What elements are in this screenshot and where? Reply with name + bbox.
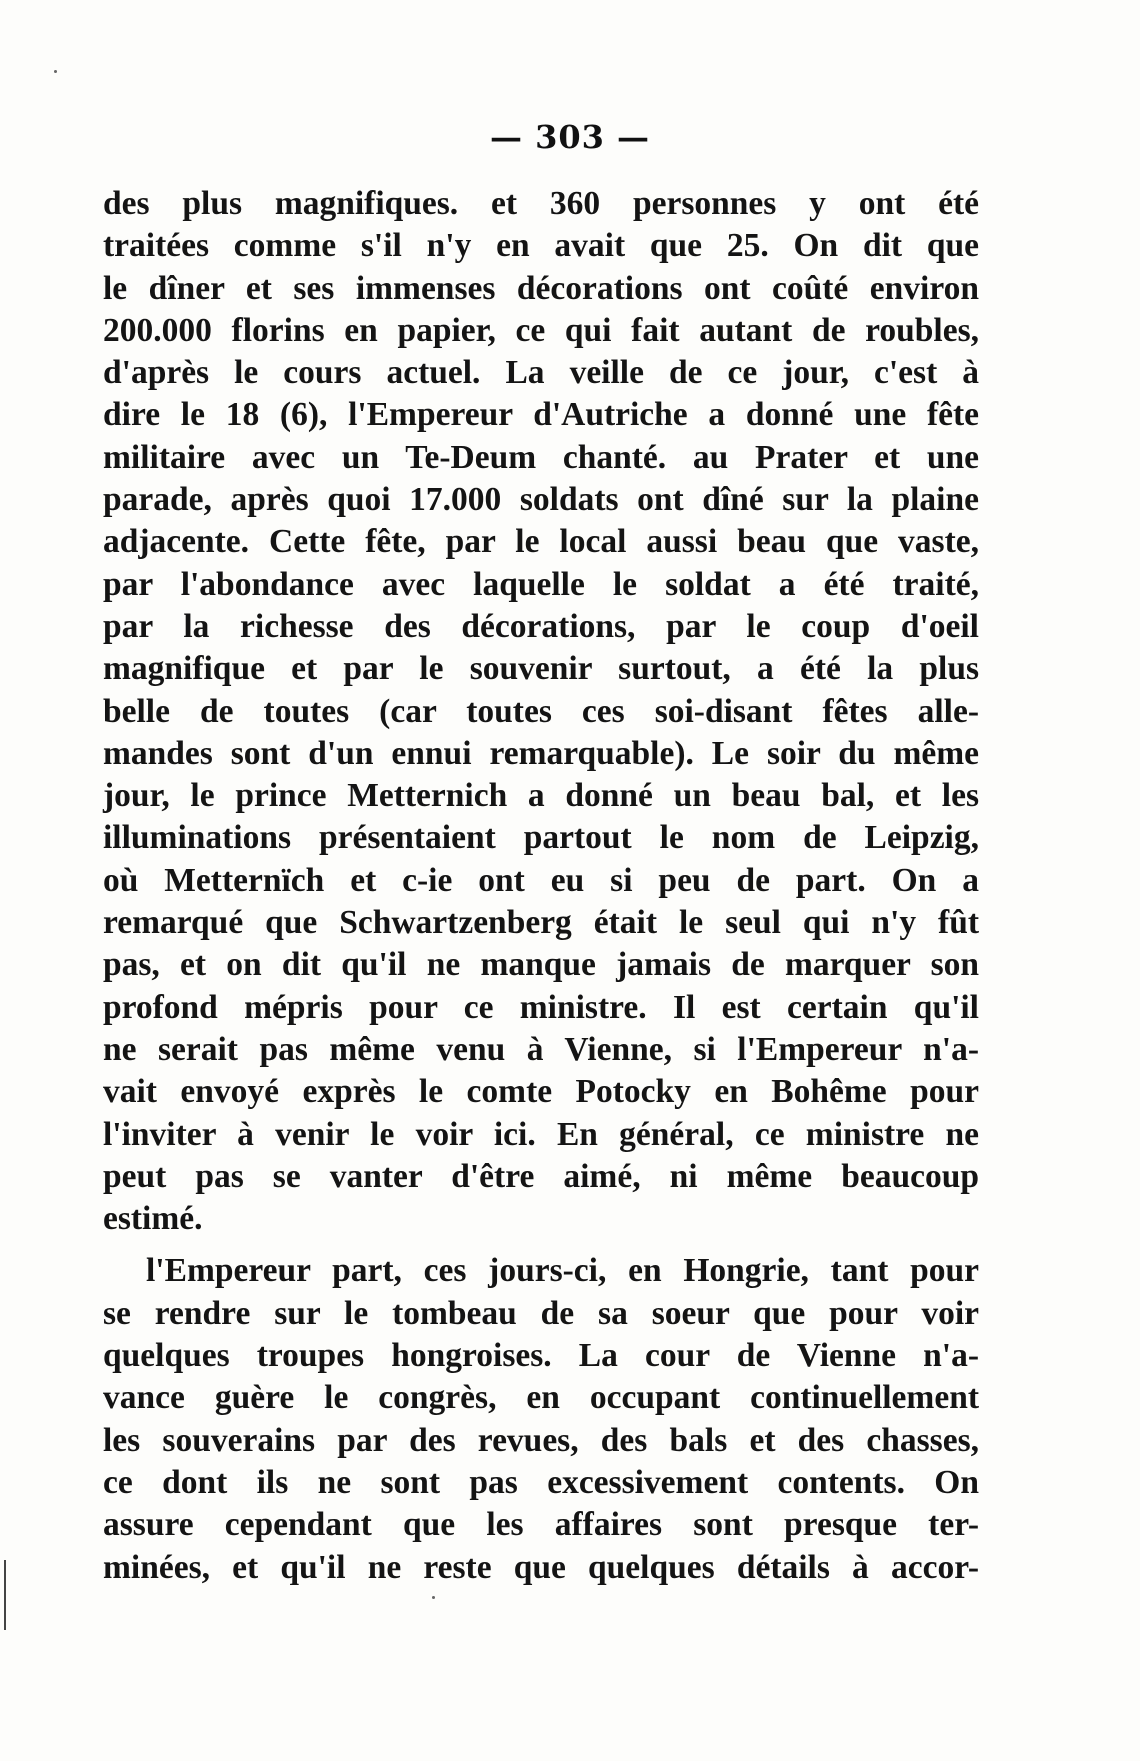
text-line: profond mépris pour ce ministre. Il est certain qu'il [103, 988, 979, 1026]
paragraph-2 [103, 1250, 979, 1588]
text-line: se rendre sur le tombeau de sa soeur que pour voir [103, 1294, 979, 1332]
text-line: jour, le prince Metternich a donné un beau bal, et les [103, 777, 979, 815]
text-line: quelques troupes hongroises. La cour de Vienne n'a- [103, 1337, 979, 1375]
text-line: l'Empereur part, ces jours-ci, en Hongrie, tant pour [146, 1252, 979, 1290]
text-line: où Metternïch et c-ie ont eu si peu de part. On a [103, 861, 979, 899]
text-line: d'après le cours actuel. La veille de ce jour, c'est à [103, 354, 979, 392]
text-line: traitées comme s'il n'y en avait que 25. On dit que [103, 227, 979, 265]
text-line: vait envoyé exprès le comte Potocky en Bohême pour [103, 1073, 979, 1111]
text-line: l'inviter à venir le voir ici. En général, ce ministre ne [103, 1115, 979, 1153]
text-line: dire le 18 (6), l'Empereur d'Autriche a donné une fête [103, 396, 979, 434]
text-line: les souverains par des revues, des bals et des chasses, [103, 1421, 979, 1459]
text-line: adjacente. Cette fête, par le local aussi beau que vaste, [103, 523, 979, 561]
text-line: par l'abondance avec laquelle le soldat a été traité, [103, 565, 979, 603]
text-line: magnifique et par le souvenir surtout, a été la plus [103, 650, 979, 688]
text-line: ce dont ils ne sont pas excessivement contents. On [103, 1463, 979, 1501]
text-line: pas, et on dit qu'il ne manque jamais de marquer son [103, 946, 979, 984]
text-line: vance guère le congrès, en occupant continuellement [103, 1379, 979, 1417]
text-line: ne serait pas même venu à Vienne, si l'Empereur n'a- [103, 1030, 979, 1068]
text-line: parade, après quoi 17.000 soldats ont dîné sur la plaine [103, 481, 979, 519]
scan-speck [54, 70, 57, 73]
text-line: illuminations présentaient partout le nom de Leipzig, [103, 819, 979, 857]
text-line: estimé. [103, 1200, 203, 1238]
text-line: peut pas se vanter d'être aimé, ni même beaucoup [103, 1157, 979, 1195]
text-line: assure cependant que les affaires sont presque ter- [103, 1506, 979, 1544]
text-line: 200.000 florins en papier, ce qui fait autant de roubles, [103, 311, 979, 349]
text-line: des plus magnifiques. et 360 personnes y ont été [103, 185, 979, 222]
text-line: par la richesse des décorations, par le coup d'oeil [103, 607, 979, 645]
scan-edge-mark [4, 1560, 6, 1630]
body-text [103, 183, 979, 1589]
text-line: minées, et qu'il ne reste que quelques détails à accor- [103, 1548, 979, 1586]
text-line: mandes sont d'un ennui remarquable). Le soir du même [103, 734, 979, 772]
text-line: militaire avec un Te-Deum chanté. au Prater et une [103, 438, 979, 476]
paragraph-1 [103, 183, 979, 1240]
text-line: remarqué que Schwartzenberg était le seul qui n'y fût [103, 904, 979, 942]
text-line: le dîner et ses immenses décorations ont coûté environ [103, 269, 979, 307]
scan-speck [432, 1596, 435, 1599]
page-number: — 303 — [489, 118, 651, 156]
text-line: belle de toutes (car toutes ces soi-disant fêtes alle- [103, 692, 979, 730]
